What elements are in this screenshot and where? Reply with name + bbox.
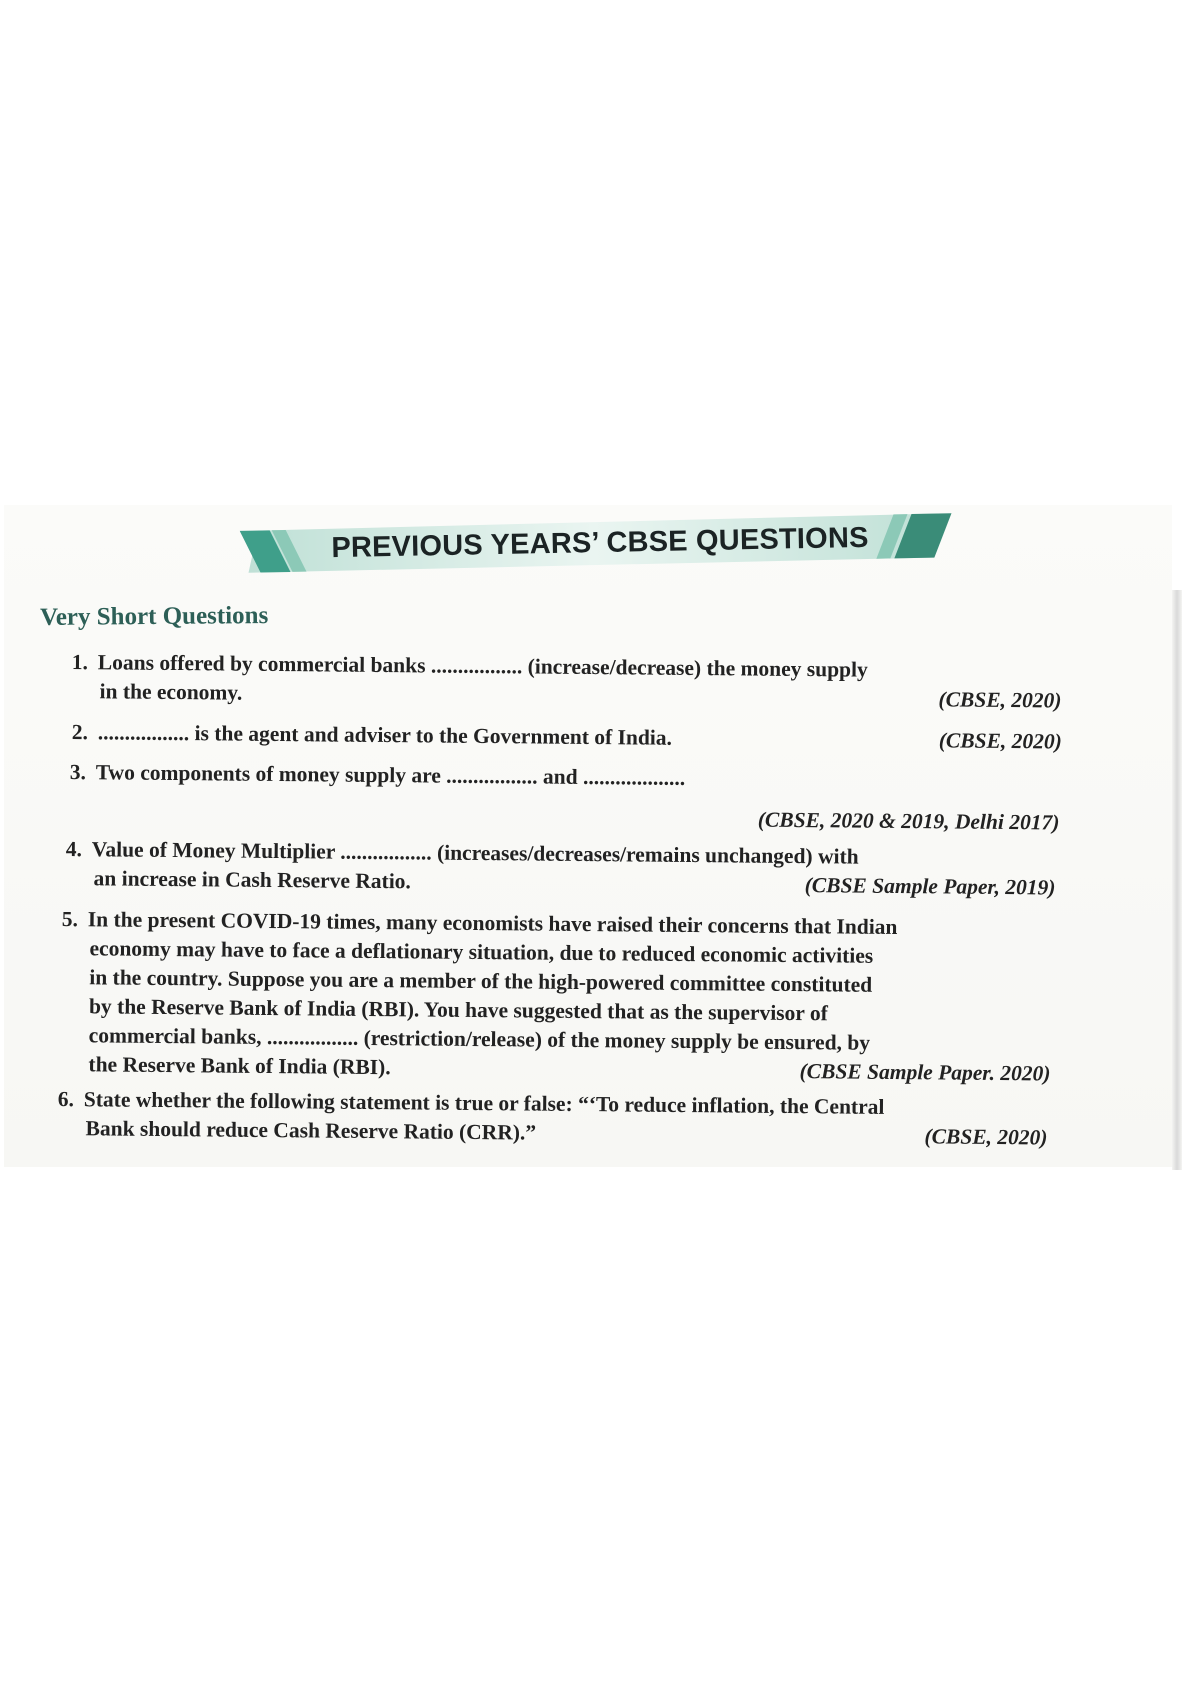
question-number: 6.: [57, 1086, 75, 1112]
question-text: in the country. Suppose you are a member of the high-powered committee constituted: [89, 965, 873, 997]
page-edge-shadow: [1172, 590, 1182, 1170]
question-text: State whether the following statement is true or false: “‘To reduce inflation, the Central: [83, 1087, 885, 1119]
banner-title: PREVIOUS YEARS’ CBSE QUESTIONS: [331, 521, 869, 565]
section-heading: Very Short Questions: [39, 602, 269, 631]
question-text: Bank should reduce Cash Reserve Ratio (CRR).”: [85, 1116, 537, 1145]
question-text: the Reserve Bank of India (RBI).: [88, 1052, 391, 1080]
question-text: commercial banks, ................. (restriction/release) of the money supply be ensured, by: [88, 1023, 871, 1055]
question-number: 2.: [71, 719, 89, 745]
question-text: Value of Money Multiplier ................. (increases/decreases/remains unchanged) with: [91, 837, 859, 869]
question-text: Two components of money supply are ................. and ...................: [95, 760, 686, 790]
question-text: In the present COVID-19 times, many economists have raised their concerns that Indian: [87, 907, 898, 940]
question-source: (CBSE, 2020 & 2019, Delhi 2017): [757, 807, 1060, 835]
question-source: (CBSE, 2020): [938, 728, 1062, 754]
question-source: (CBSE Sample Paper. 2020): [799, 1059, 1051, 1086]
question-text: an increase in Cash Reserve Ratio.: [93, 866, 411, 894]
question-text: economy may have to face a deflationary situation, due to reduced economic activities: [89, 936, 874, 968]
question-5: [60, 905, 1052, 1088]
question-source: (CBSE, 2020): [938, 687, 1062, 713]
question-number: 1.: [71, 649, 89, 675]
question-4: [65, 835, 1056, 903]
question-text: ................. is the agent and adviser to the Government of India.: [97, 720, 673, 750]
question-3: [69, 758, 1060, 837]
question-source: (CBSE, 2020): [924, 1124, 1048, 1150]
question-number: 3.: [69, 759, 87, 785]
question-6: [57, 1085, 1048, 1153]
question-text: by the Reserve Bank of India (RBI). You have suggested that as the supervisor of: [88, 994, 828, 1026]
question-text: Loans offered by commercial banks ................. (increase/decrease) the money supply: [97, 650, 868, 682]
question-1: [71, 648, 1062, 716]
question-number: 4.: [65, 836, 83, 862]
question-number: 5.: [61, 906, 79, 932]
question-text: in the economy.: [99, 679, 243, 705]
question-source: (CBSE Sample Paper, 2019): [804, 873, 1056, 900]
